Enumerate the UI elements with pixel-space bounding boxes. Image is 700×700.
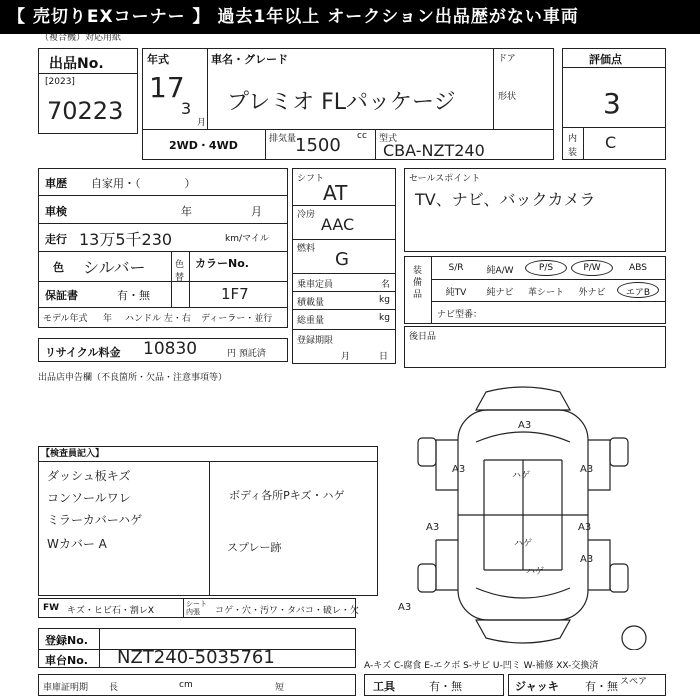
equip-airbag: エアB <box>617 282 659 298</box>
post-reg-box <box>404 326 666 368</box>
fw-label: FW <box>43 603 60 613</box>
garage-cert-label: 車庫証明期 <box>43 683 89 693</box>
inspector-note-6: スプレー跡 <box>227 541 282 554</box>
damage-mark: A3 <box>518 420 532 431</box>
inspector-note-3: ミラーカバーハゲ <box>47 513 143 527</box>
equip-aftermarket-navi: 外ナビ <box>578 288 606 298</box>
car-name-value: プレミオ FLパッケージ <box>227 90 456 115</box>
equip-leather: 革シート <box>527 288 564 298</box>
jack-label: ジャッキ <box>515 680 559 693</box>
door-label: ドア <box>498 54 516 64</box>
damage-mark: ハゲ <box>526 567 545 577</box>
month-unit: 月 <box>197 118 207 128</box>
inspector-note-1: ダッシュ板キズ <box>47 469 131 483</box>
displacement-unit: cc <box>357 131 367 141</box>
fw-text: キズ・ヒビ石・割レX <box>67 606 154 616</box>
footer-garage-box <box>38 674 356 696</box>
equipment-label: 装備品 <box>413 266 423 300</box>
tools-label: 工具 <box>373 680 395 693</box>
color-no-value: 1F7 <box>221 285 249 303</box>
color-value: シルバー <box>83 258 146 277</box>
equipment-box <box>404 256 666 324</box>
recycle-label: リサイクル料金 <box>45 346 121 359</box>
displacement-label: 排気量 <box>269 134 297 144</box>
sales-point-label: セールスポイント <box>409 174 481 184</box>
registration-label: 登録期限 <box>297 336 334 346</box>
inspector-label: 【検査員記入】 <box>41 449 105 459</box>
weight-label: 総重量 <box>297 316 325 326</box>
reg-no-label: 登録No. <box>45 634 88 647</box>
model-type-value: CBA-NZT240 <box>383 141 485 160</box>
damage-mark: A3 <box>578 522 592 533</box>
displacement-value: 1500 <box>295 135 341 156</box>
top-info-box <box>142 48 554 160</box>
color-no-label: カラーNo. <box>195 257 249 270</box>
shape-label: 形状 <box>498 92 517 102</box>
jack-value: 有・無 <box>585 680 618 693</box>
load-label: 積載量 <box>297 298 325 308</box>
history-value: 自家用・（ ） <box>91 177 196 190</box>
length-unit: cm <box>179 680 193 690</box>
weight-unit: kg <box>379 313 390 323</box>
length-label: 長 <box>109 683 119 693</box>
model-year-value: 17 <box>149 71 185 104</box>
lot-label: 出品No. <box>49 56 104 72</box>
inspection-label: 車検 <box>45 205 67 218</box>
load-unit: kg <box>379 295 390 305</box>
equip-power-windows: P/W <box>571 260 613 276</box>
equip-oem-navi: 純ナビ <box>486 288 514 298</box>
recycle-unit: 円 預託済 <box>227 349 266 359</box>
score-label: 評価点 <box>589 53 622 66</box>
fw-box <box>38 598 359 618</box>
inspection-year: 年 <box>181 205 192 218</box>
fuel-value: G <box>335 249 349 270</box>
equip-sunroof: S/R <box>448 263 464 273</box>
dealer-label: ディーラー・並行 <box>201 314 273 324</box>
shift-label: シフト <box>297 174 325 184</box>
mileage-label: 走行 <box>45 233 67 246</box>
post-reg-label: 後日品 <box>409 332 437 342</box>
history-label: 車歴 <box>45 177 67 190</box>
tools-value: 有・無 <box>429 680 462 693</box>
equip-oem-tv: 純TV <box>445 288 467 298</box>
inspection-month: 月 <box>251 205 262 218</box>
damage-mark: A3 <box>580 464 594 475</box>
recycle-box <box>38 338 288 362</box>
car-name-label: 車名・グレード <box>211 53 288 66</box>
shift-value: AT <box>323 181 348 205</box>
damage-mark: A3 <box>452 464 466 475</box>
model-year-month: 3 <box>181 99 192 118</box>
damage-mark: A3 <box>426 522 440 533</box>
reg-chassis-box <box>38 628 356 668</box>
lot-stamp: [2023] <box>45 77 75 87</box>
jack-box <box>508 674 666 696</box>
sales-point-value: TV、ナビ、バックカメラ <box>415 190 596 209</box>
fuel-label: 燃料 <box>297 244 316 254</box>
width-label: 短 <box>275 683 285 693</box>
damage-mark: ハゲ <box>512 471 531 481</box>
drive-label: 2WD・4WD <box>169 139 238 152</box>
inspector-note-5: ボディ各所Pキズ・ハゲ <box>229 489 345 502</box>
sales-point-box <box>404 168 666 252</box>
chassis-label: 車台No. <box>45 654 88 667</box>
mileage-value: 13万5千230 <box>79 230 173 249</box>
warranty-label: 保証書 <box>45 289 78 302</box>
registration-month: 月 <box>341 352 351 362</box>
header-fragment: （複合機）対応用紙 <box>40 33 122 43</box>
interior-value: C <box>605 133 617 152</box>
inspector-note-4: Wカバー A <box>47 537 107 551</box>
registration-day: 日 <box>379 352 389 362</box>
tools-box <box>364 674 504 696</box>
equip-power-steering: P/S <box>525 260 567 276</box>
score-box <box>562 48 666 160</box>
interior-label-1: 内 <box>568 134 578 144</box>
aircon-label: 冷房 <box>297 210 316 220</box>
middle-box <box>292 168 396 364</box>
model-row-year: 年 <box>103 314 113 324</box>
capacity-unit: 名 <box>381 280 391 290</box>
equip-abs: ABS <box>629 263 647 273</box>
recycle-value: 10830 <box>143 339 198 359</box>
score-value: 3 <box>603 87 621 120</box>
chassis-value: NZT240-5035761 <box>117 647 275 668</box>
model-type-label: 型式 <box>379 134 398 144</box>
damage-mark: A3 <box>580 554 594 565</box>
inspector-note-2: コンソールワレ <box>47 491 131 505</box>
aircon-value: AAC <box>321 215 355 234</box>
navi-model-label: ナビ型番： <box>437 310 483 320</box>
sheet-label: シート 内張 <box>186 600 207 616</box>
color-change-label: 色替 <box>175 260 185 283</box>
model-row-label: モデル年式 <box>43 314 88 324</box>
spare-label: スペア <box>620 677 648 687</box>
color-label: 色 <box>53 261 64 274</box>
damage-legend: A-キズ C-腐食 E-エクボ S-サビ U-凹ミ W-補修 XX-交換済 <box>364 661 599 671</box>
auction-sheet <box>0 34 700 700</box>
lot-number: 70223 <box>47 97 124 125</box>
damage-mark: ハゲ <box>514 539 533 549</box>
auction-banner: 【 売切りEXコーナー 】 過去1年以上 オークション出品歴がない車両 <box>0 0 700 34</box>
seller-notes-label: 出品店申告欄（不良箇所・欠品・注意事項等） <box>38 373 228 383</box>
lot-box <box>38 48 138 134</box>
model-year-label: 年式 <box>147 53 169 66</box>
inspector-box <box>38 446 378 596</box>
warranty-value: 有・無 <box>117 289 150 302</box>
damage-mark: A3 <box>398 602 412 613</box>
mileage-unit: km/マイル <box>225 234 269 244</box>
equip-alloy-wheels: 純A/W <box>486 266 514 276</box>
handle-label: ハンドル 左・右 <box>125 314 191 324</box>
details-box <box>38 168 288 328</box>
capacity-label: 乗車定員 <box>297 280 334 290</box>
fw-text-2: コゲ・穴・汚ワ・タバコ・破レ・欠 <box>215 606 359 616</box>
interior-label-2: 装 <box>568 148 578 158</box>
